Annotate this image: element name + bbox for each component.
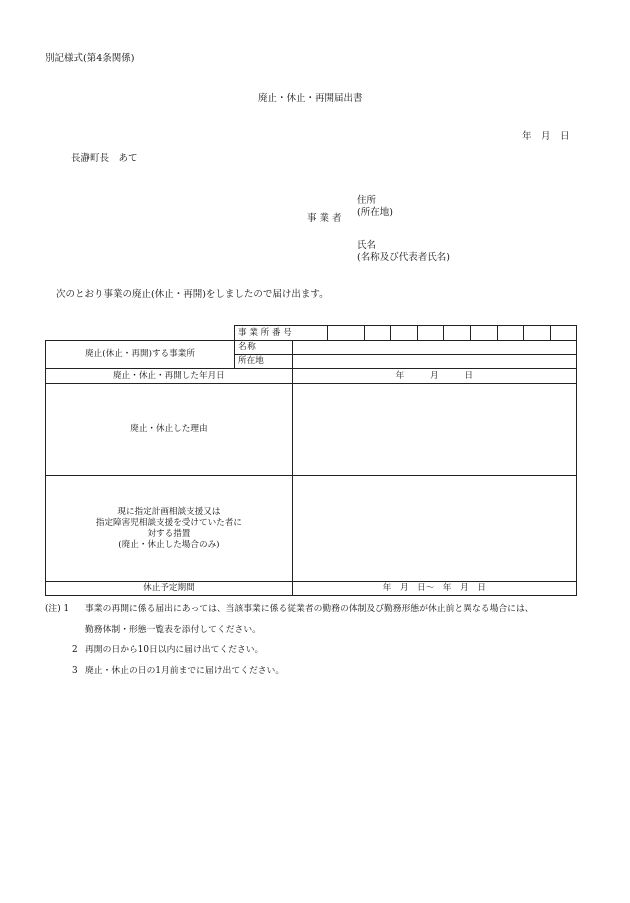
office-number-cell[interactable] <box>417 326 443 341</box>
reason-label: 廃止・休止した理由 <box>46 384 293 476</box>
blank-corner <box>46 326 235 341</box>
intro-text: 次のとおり事業の廃止(休止・再開)をしましたので届け出ます。 <box>56 289 329 300</box>
office-name-field[interactable] <box>292 341 576 355</box>
name-label: 氏名 <box>357 240 377 251</box>
office-number-label: 事 業 所 番 号 <box>235 326 328 341</box>
note-prefix: (注) 1 <box>45 604 70 614</box>
note-3-number: 3 <box>72 666 78 676</box>
office-label: 廃止(休止・再開)する事業所 <box>46 341 235 369</box>
measures-label: 現に指定計画相談支援又は 指定障害児相談支援を受けていた者に 対する措置 (廃止・休止した場合のみ) <box>46 476 293 582</box>
form-title: 廃止・休止・再開届出書 <box>258 93 363 104</box>
office-number-cell[interactable] <box>390 326 417 341</box>
office-number-cell[interactable] <box>497 326 523 341</box>
note-3-text: 廃止・休止の日の1月前までに届け出てください。 <box>85 666 285 676</box>
note-1-line-1: 事業の再開に係る届出にあっては、当該事業に係る従業者の勤務の体制及び勤務形態が休止前と異なる場合には、 <box>85 604 534 614</box>
measures-field[interactable] <box>292 476 576 582</box>
date-line: 年 月 日 <box>522 131 570 142</box>
name-field-label: 名 称 <box>235 341 293 355</box>
date-field[interactable]: 年 月 日 <box>292 369 576 384</box>
note-1-line-2: 勤務体制・形態一覧表を添付してください。 <box>85 625 261 635</box>
office-number-cell[interactable] <box>523 326 550 341</box>
name-sub-label: (名称及び代表者氏名) <box>357 252 450 263</box>
office-number-cell[interactable] <box>443 326 470 341</box>
date-label: 廃止・休止・再開した年月日 <box>46 369 293 384</box>
note-2-number: 2 <box>72 645 78 655</box>
location-field-label: 所 在 地 <box>235 355 293 369</box>
address-sub-label: (所在地) <box>357 207 393 218</box>
reason-field[interactable] <box>292 384 576 476</box>
period-label: 休止予定期間 <box>46 582 293 596</box>
office-number-cell[interactable] <box>470 326 497 341</box>
form-number: 別記様式(第4条関係) <box>45 53 135 64</box>
office-number-cell[interactable] <box>327 326 364 341</box>
address-label: 住所 <box>357 195 377 206</box>
office-number-cell[interactable] <box>364 326 390 341</box>
office-number-cell[interactable] <box>550 326 576 341</box>
office-location-field[interactable] <box>292 355 576 369</box>
period-field[interactable]: 年 月 日～ 年 月 日 <box>292 582 576 596</box>
applicant-label: 事 業 者 <box>307 213 342 224</box>
form-table <box>45 325 577 596</box>
addressee: 長瀞町長 あて <box>71 153 138 164</box>
note-2-text: 再開の日から10日以内に届け出てください。 <box>85 645 264 655</box>
